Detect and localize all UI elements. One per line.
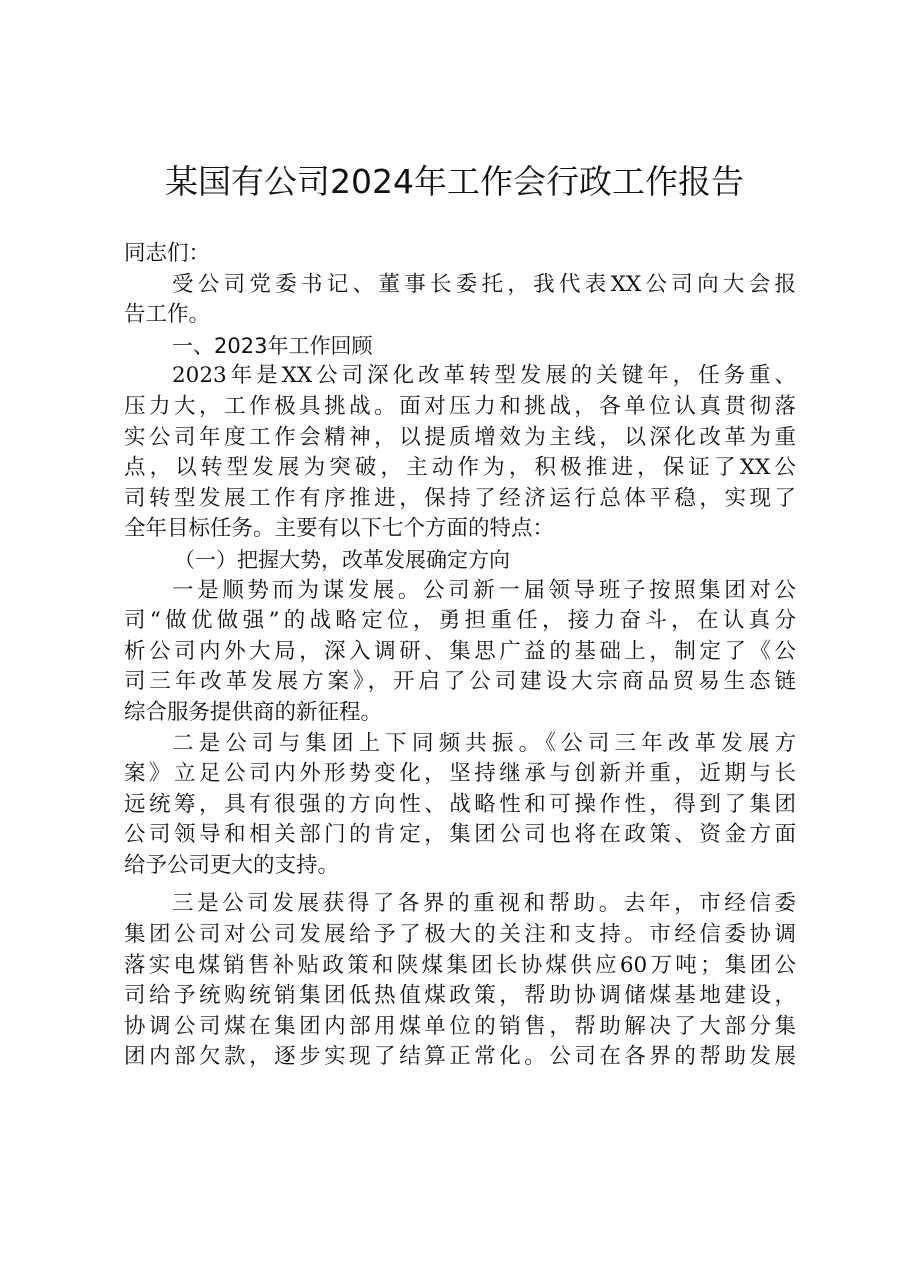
paragraph-gap [124,881,796,889]
paragraph-line: 远统筹，具有很强的方向性、战略性和可操作性，得到了集团 [124,791,796,817]
paragraph-line: 司三年改革发展方案》，开启了公司建设大宗商品贸易生态链 [124,669,796,695]
paragraph-line: 三是公司发展获得了各界的重视和帮助。去年，市经信委 [172,891,796,917]
paragraph-line: 2023年是XX公司深化改革转型发展的关键年，任务重、 [172,363,796,389]
paragraph-line: 团内部欠款，逐步实现了结算正常化。公司在各界的帮助发展 [124,1044,796,1070]
salutation: 同志们： [124,241,211,266]
paragraph-line: 协调公司煤在集团内部用煤单位的销售，帮助解决了大部分集 [124,1013,796,1039]
paragraph-line: 二是公司与集团上下同频共振。《公司三年改革发展方 [172,730,796,756]
paragraph-line: 案》立足公司内外形势变化，坚持继承与创新并重，近期与长 [124,761,796,787]
paragraph-line: 落实电煤销售补贴政策和陕煤集团长协煤供应60万吨；集团公 [124,952,796,978]
paragraph-line: 实公司年度工作会精神，以提质增效为主线，以深化改革为重 [124,424,796,450]
subsection-heading: （一）把握大势，改革发展确定方向 [174,547,510,572]
paragraph-line: 点，以转型发展为突破，主动作为，积极推进，保证了XX公 [124,455,796,481]
paragraph-line: 受公司党委书记、董事长委托，我代表XX公司向大会报 [172,271,796,297]
paragraph-line: 析公司内外大局，深入调研、集思广益的基础上，制定了《公 [124,638,796,664]
paragraph-line: 司“做优做强”的战略定位，勇担重任，接力奋斗，在认真分 [124,608,796,634]
paragraph-line: 告工作。 [124,302,211,328]
paragraph-line: 压力大，工作极具挑战。面对压力和挑战，各单位认真贯彻落 [124,393,796,419]
paragraph-line: 综合服务提供商的新征程。 [124,699,383,725]
section-heading: 一、2023年工作回顾 [172,333,373,358]
document-title: 某国有公司2024年工作会行政工作报告 [165,162,744,201]
paragraph-line: 给予公司更大的支持。 [124,852,340,878]
paragraph-line: 一是顺势而为谋发展。公司新一届领导班子按照集团对公 [172,577,796,603]
paragraph-line: 司给予统购统销集团低热值煤政策，帮助协调储煤基地建设， [124,983,796,1009]
paragraph-line: 全年目标任务。主要有以下七个方面的特点： [124,516,555,542]
document-body [124,239,796,1073]
paragraph-line: 公司领导和相关部门的肯定，集团公司也将在政策、资金方面 [124,822,796,848]
paragraph-line: 集团公司对公司发展给予了极大的关注和支持。市经信委协调 [124,922,796,948]
paragraph-line: 司转型发展工作有序推进，保持了经济运行总体平稳，实现了 [124,485,796,511]
